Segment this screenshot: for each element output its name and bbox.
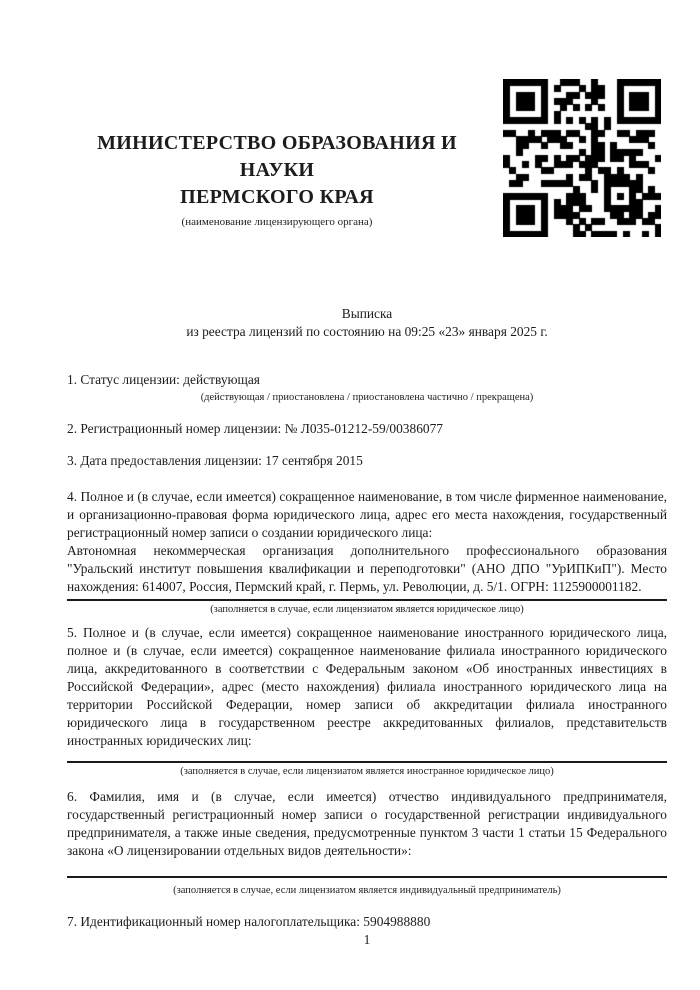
item-taxpayer-number: 7. Идентификационный номер налогоплательщика: 5904988880 bbox=[67, 914, 431, 929]
ministry-name-line1: МИНИСТЕРСТВО ОБРАЗОВАНИЯ И НАУКИ bbox=[97, 132, 457, 181]
item-individual-entrepreneur: 6. Фамилия, имя и (в случае, если имеется) отчество индивидуального предпринимателя, государственный регистрационный номер записи о государственной регистрации индивидуального предпринимателя, а также иные сведения, предусмотренные пунктом 3 части 1 статьи 15 Федерального закона «О лицензировании отдельных видов деятельности»: bbox=[67, 789, 667, 858]
item-foreign-entity: 5. Полное и (в случае, если имеется) сокращенное наименование иностранного юридического лица, полное и (в случае, если имеется) сокращенное наименование филиала иностранного юридического лица, аккредитованного в соответствии с Федеральным законом «Об иностранных инвестициях в Российской Федерации», адрес (место нахождения) филиала иностранного юридического лица на территории Российской Федерации, номер записи об аккредитации филиала иностранного юридического лица в государственном реестре аккредитованных филиалов, представительств иностранных юридических лиц: bbox=[67, 625, 667, 748]
legal-entity-prompt: 4. Полное и (в случае, если имеется) сокращенное наименование, в том числе фирменное наименование, и организационно-правовая форма юридического лица, адрес его места нахождения, государственный регистрационный номер записи о создании юридического лица: bbox=[67, 489, 667, 540]
individual-caption: (заполняется в случае, если лицензиатом является индивидуальный предприниматель) bbox=[173, 885, 561, 896]
item-registration-number: 2. Регистрационный номер лицензии: № Л035-01212-59/00386077 bbox=[67, 421, 443, 436]
item-grant-date: 3. Дата предоставления лицензии: 17 сентября 2015 bbox=[67, 453, 363, 468]
item-license-status: 1. Статус лицензии: действующая bbox=[67, 372, 260, 387]
fill-line bbox=[67, 876, 667, 878]
legal-entity-caption: (заполняется в случае, если лицензиатом является юридическое лицо) bbox=[210, 604, 524, 615]
status-options-caption: (действующая / приостановлена / приостановлена частично / прекращена) bbox=[200, 392, 534, 403]
foreign-entity-caption: (заполняется в случае, если лицензиатом является иностранное юридическое лицо) bbox=[180, 766, 554, 777]
extract-title: Выписка bbox=[341, 306, 393, 321]
ministry-caption: (наименование лицензирующего органа) bbox=[181, 216, 373, 228]
extract-title-block bbox=[67, 305, 667, 341]
ministry-name-line2: ПЕРМСКОГО КРАЯ bbox=[180, 186, 374, 208]
licensing-authority-block bbox=[67, 130, 487, 229]
extract-subtitle: из реестра лицензий по состоянию на 09:25 «23» января 2025 г. bbox=[186, 324, 548, 339]
item-legal-entity bbox=[67, 488, 667, 596]
extract-body bbox=[67, 371, 667, 931]
fill-line bbox=[67, 761, 667, 763]
page-number: 1 bbox=[363, 932, 371, 947]
legal-entity-answer: Автономная некоммерческая организация дополнительного профессионального образования "Уральский институт повышения квалификации и переподготовки" (АНО ДПО "УрИПКиП"). Место нахождения: 614007, Россия, Пермский край, г. Пермь, ул. Революции, д. 5/1. ОГРН: 1125900001182. bbox=[67, 543, 667, 594]
fill-line bbox=[67, 599, 667, 601]
qr-code bbox=[503, 79, 661, 237]
